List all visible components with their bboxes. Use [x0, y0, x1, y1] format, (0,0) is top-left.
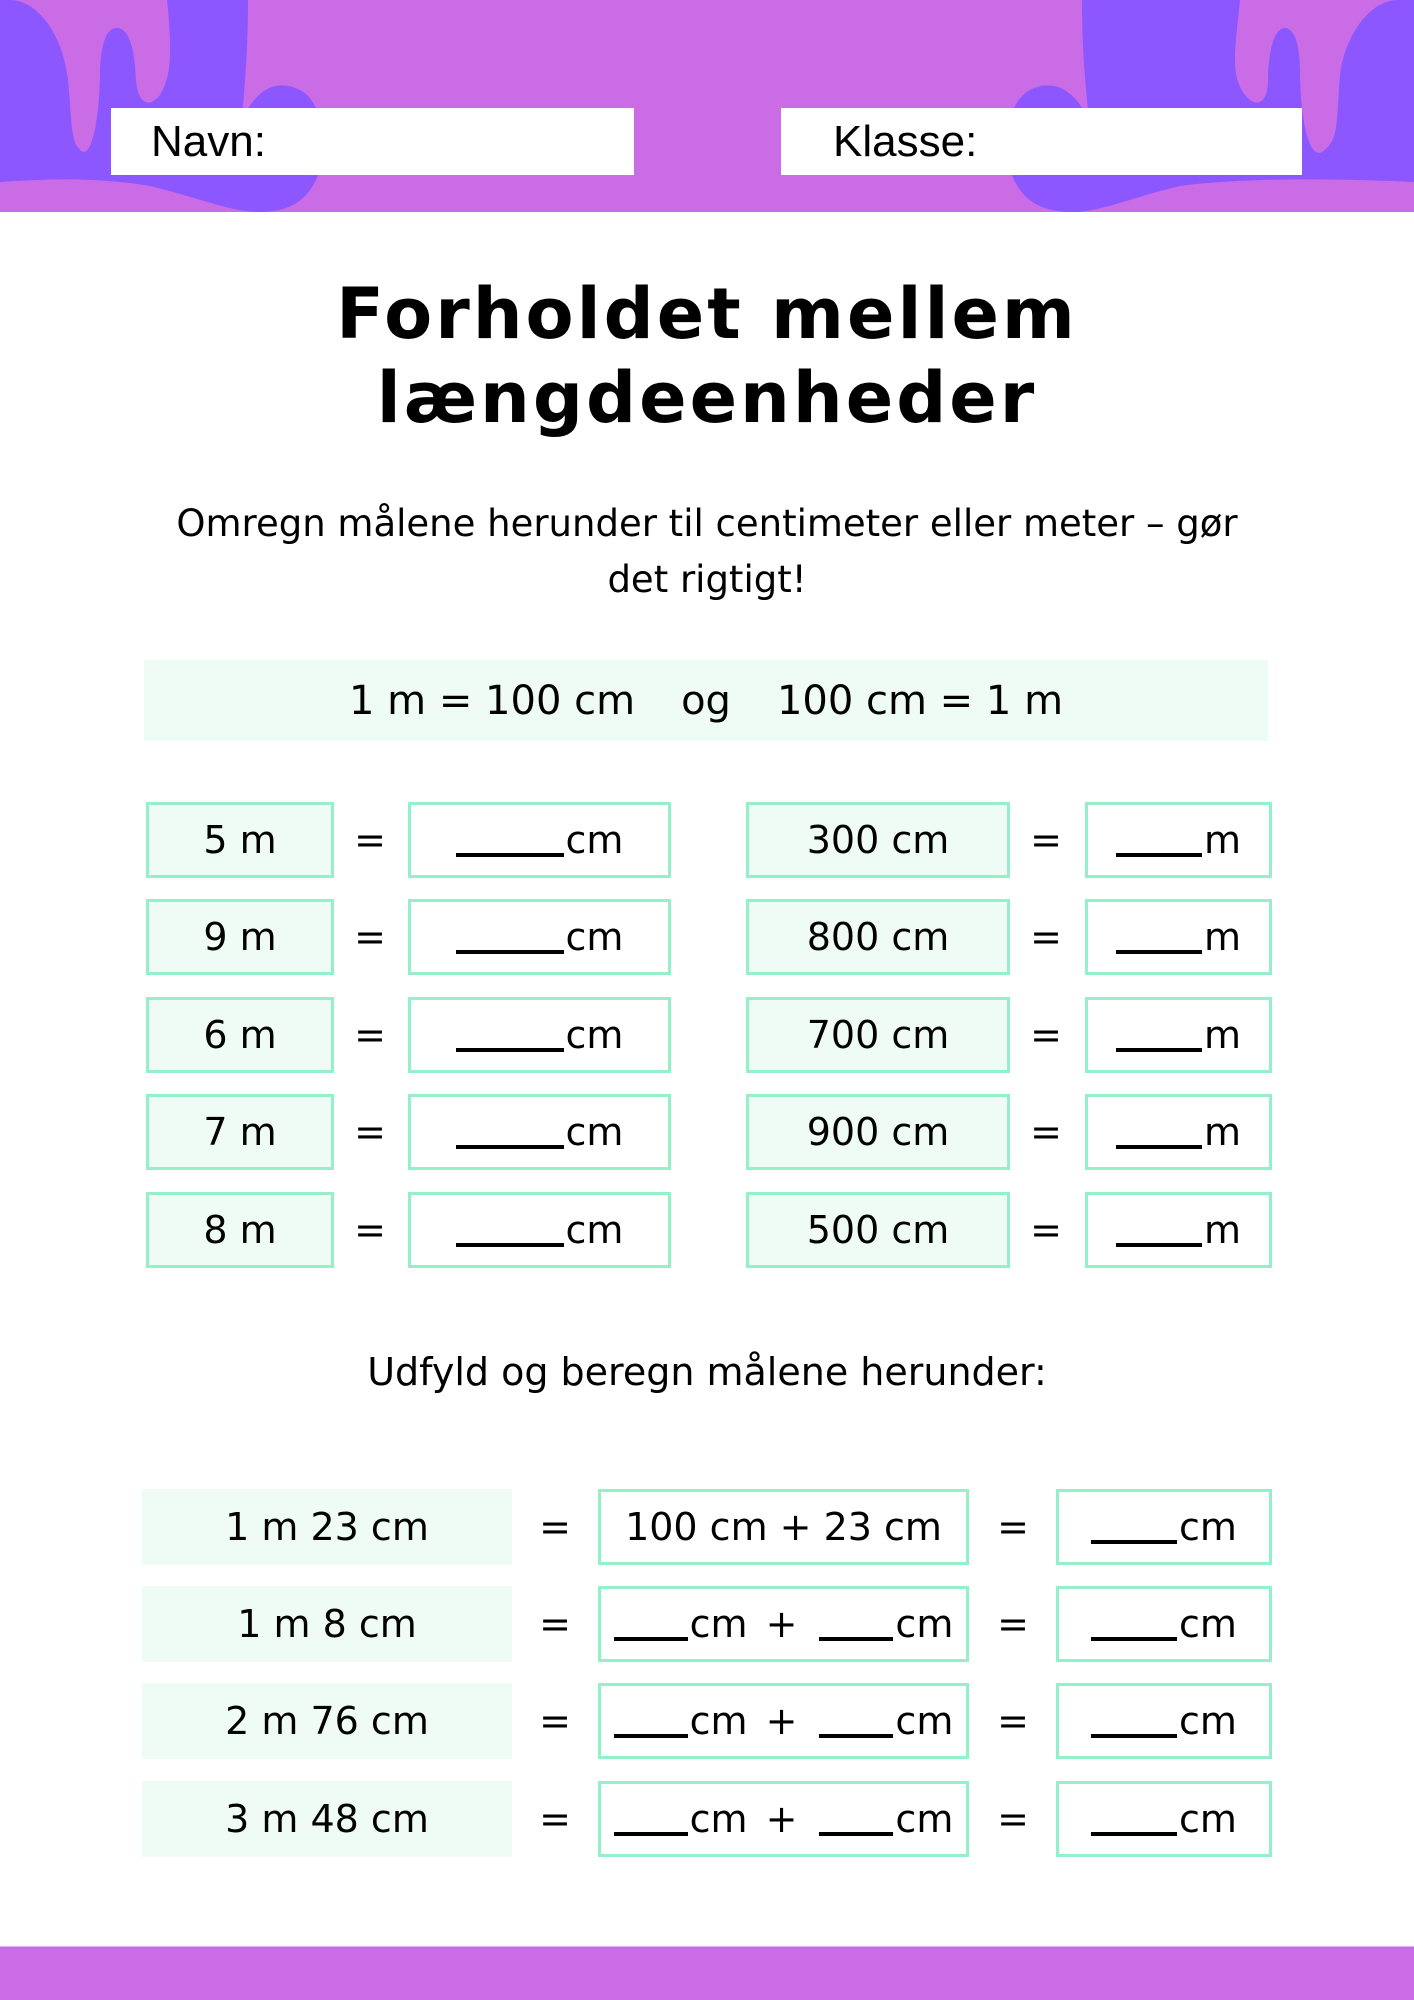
- answer-blank[interactable]: [1116, 823, 1202, 857]
- given-value: 300 cm: [746, 802, 1010, 878]
- rule-left: 1 m = 100 cm: [348, 677, 636, 724]
- answer-blank[interactable]: [456, 1213, 564, 1247]
- answer-field[interactable]: [1085, 997, 1272, 1073]
- answer-field[interactable]: [408, 899, 671, 975]
- equals-sign: =: [997, 1602, 1029, 1646]
- unit-label: cm: [565, 1208, 624, 1252]
- equals-sign: =: [1030, 1013, 1062, 1057]
- equals-sign: =: [1030, 1110, 1062, 1154]
- given-value: 500 cm: [746, 1192, 1010, 1268]
- title-line-1: Forholdet mellem: [336, 273, 1078, 355]
- total-answer-field[interactable]: [1056, 1586, 1272, 1662]
- unit-label: m: [1203, 1110, 1242, 1154]
- equals-sign: =: [354, 818, 386, 862]
- equals-sign: =: [354, 1013, 386, 1057]
- name-label: Navn:: [151, 116, 266, 166]
- answer-field[interactable]: [408, 802, 671, 878]
- expansion-field[interactable]: [598, 1683, 969, 1759]
- given-value: 900 cm: [746, 1094, 1010, 1170]
- equals-sign: =: [539, 1699, 571, 1743]
- given-value: 9 m: [146, 899, 334, 975]
- equals-sign: =: [1030, 1208, 1062, 1252]
- given-value: 3 m 48 cm: [142, 1781, 512, 1857]
- unit-label: cm: [565, 1110, 624, 1154]
- answer-blank[interactable]: [1116, 1018, 1202, 1052]
- rule-right: 100 cm = 1 m: [776, 677, 1064, 724]
- unit-label: cm: [689, 1797, 748, 1841]
- unit-label: cm: [1179, 1797, 1237, 1841]
- answer-field[interactable]: [1085, 1192, 1272, 1268]
- footer-bar: [0, 1946, 1414, 2000]
- instructions: Omregn målene herunder til centimeter eller meter – gør det rigtigt!: [176, 502, 1238, 601]
- unit-label: cm: [689, 1699, 748, 1743]
- rule-connector: og: [681, 677, 731, 724]
- equals-sign: =: [539, 1505, 571, 1549]
- unit-label: cm: [895, 1797, 954, 1841]
- given-value: 1 m 23 cm: [142, 1489, 512, 1565]
- equals-sign: =: [354, 1110, 386, 1154]
- total-answer-field[interactable]: [1056, 1683, 1272, 1759]
- answer-blank[interactable]: [456, 1115, 564, 1149]
- equals-sign: =: [354, 1208, 386, 1252]
- unit-label: cm: [565, 1013, 624, 1057]
- page-title: [0, 272, 1414, 440]
- example-expansion: 100 cm + 23 cm: [598, 1489, 969, 1565]
- equals-sign: =: [1030, 915, 1062, 959]
- expansion-field[interactable]: [598, 1781, 969, 1857]
- given-value: 7 m: [146, 1094, 334, 1170]
- unit-label: cm: [1179, 1699, 1237, 1743]
- answer-field[interactable]: [1085, 1094, 1272, 1170]
- plus-sign: +: [765, 1602, 798, 1646]
- plus-sign: +: [765, 1797, 798, 1841]
- answer-field[interactable]: [1085, 802, 1272, 878]
- meters-in-cm-blank[interactable]: [614, 1607, 688, 1641]
- exercise-2-instructions: Udfyld og beregn målene herunder:: [367, 1350, 1047, 1394]
- answer-blank[interactable]: [1116, 1115, 1202, 1149]
- answer-blank[interactable]: [1116, 1213, 1202, 1247]
- cm-blank[interactable]: [819, 1704, 893, 1738]
- meters-in-cm-blank[interactable]: [614, 1802, 688, 1836]
- unit-label: cm: [565, 915, 624, 959]
- unit-label: m: [1203, 1208, 1242, 1252]
- answer-blank[interactable]: [456, 920, 564, 954]
- unit-label: cm: [895, 1699, 954, 1743]
- plus-sign: +: [765, 1699, 798, 1743]
- unit-label: cm: [895, 1602, 954, 1646]
- equals-sign: =: [354, 915, 386, 959]
- meters-in-cm-blank[interactable]: [614, 1704, 688, 1738]
- given-value: 700 cm: [746, 997, 1010, 1073]
- answer-blank[interactable]: [1091, 1607, 1177, 1641]
- unit-label: m: [1203, 915, 1242, 959]
- cm-blank[interactable]: [819, 1802, 893, 1836]
- expansion-field[interactable]: [598, 1586, 969, 1662]
- class-label: Klasse:: [833, 116, 978, 166]
- equals-sign: =: [539, 1797, 571, 1841]
- given-value: 5 m: [146, 802, 334, 878]
- unit-label: cm: [1179, 1602, 1237, 1646]
- unit-label: cm: [565, 818, 624, 862]
- class-field[interactable]: [781, 108, 1302, 175]
- conversion-rule: [144, 660, 1268, 741]
- given-value: 2 m 76 cm: [142, 1683, 512, 1759]
- unit-label: cm: [689, 1602, 748, 1646]
- answer-field[interactable]: [408, 1094, 671, 1170]
- equals-sign: =: [997, 1699, 1029, 1743]
- given-value: 6 m: [146, 997, 334, 1073]
- answer-blank[interactable]: [1091, 1802, 1177, 1836]
- given-value: 8 m: [146, 1192, 334, 1268]
- decorative-blobs: [0, 0, 1414, 212]
- total-answer-field[interactable]: [1056, 1489, 1272, 1565]
- answer-field[interactable]: [408, 997, 671, 1073]
- equals-sign: =: [1030, 818, 1062, 862]
- answer-blank[interactable]: [456, 1018, 564, 1052]
- answer-field[interactable]: [1085, 899, 1272, 975]
- name-field[interactable]: [111, 108, 634, 175]
- answer-field[interactable]: [408, 1192, 671, 1268]
- answer-blank[interactable]: [456, 823, 564, 857]
- total-answer-field[interactable]: [1056, 1781, 1272, 1857]
- answer-blank[interactable]: [1116, 920, 1202, 954]
- unit-label: m: [1203, 818, 1242, 862]
- answer-blank[interactable]: [1091, 1704, 1177, 1738]
- equals-sign: =: [997, 1797, 1029, 1841]
- unit-label: m: [1203, 1013, 1242, 1057]
- header-banner: [0, 0, 1414, 212]
- equals-sign: =: [539, 1602, 571, 1646]
- title-line-2: længdeenheder: [376, 357, 1038, 439]
- given-value: 800 cm: [746, 899, 1010, 975]
- equals-sign: =: [997, 1505, 1029, 1549]
- cm-blank[interactable]: [819, 1607, 893, 1641]
- given-value: 1 m 8 cm: [142, 1586, 512, 1662]
- answer-blank[interactable]: [1091, 1510, 1177, 1544]
- unit-label: cm: [1179, 1505, 1237, 1549]
